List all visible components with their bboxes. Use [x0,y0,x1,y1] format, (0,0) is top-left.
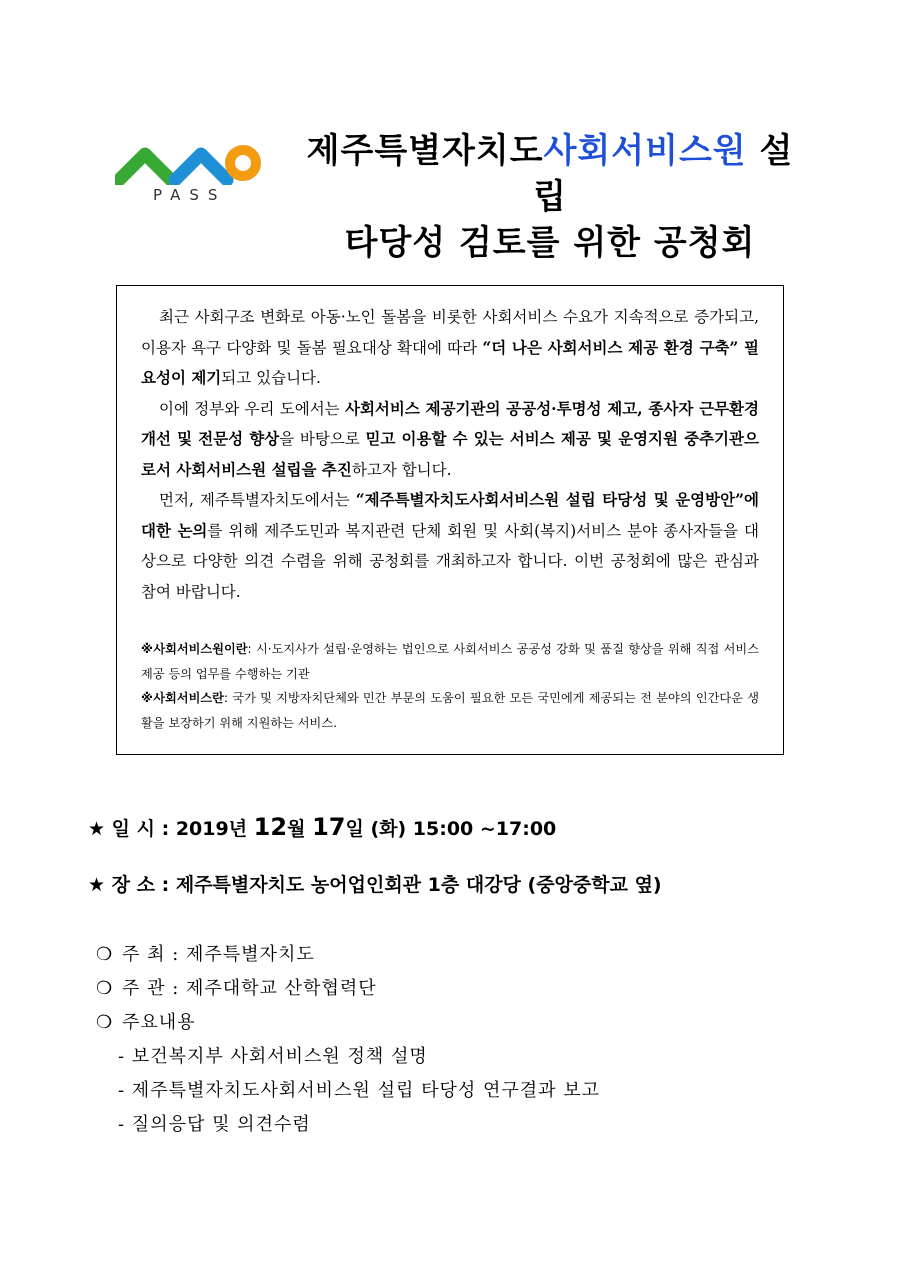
place-row: ★ 장 소 : 제주특별자치도 농어업인회관 1층 대강당 (중앙중학교 옆) [88,874,662,896]
note-social-service: ※사회서비스란: 국가 및 지방자치단체와 민간 부문의 도움이 필요한 모든 국민에게 제공되는 전 분야의 인간다운 생활을 보장하기 위해 지원하는 서비스. [141,691,759,730]
list-item: - 보건복지부 사회서비스원 정책 설명 [118,1046,428,1067]
intro-paragraph-1: 최근 사회구조 변화로 아동·노인 돌봄을 비롯한 사회서비스 수요가 지속적으로 증가되고, 이용자 욕구 다양화 및 돌봄 필요대상 확대에 따라 “더 나은 사회서비스 제공 환경 구축” 필요성이 제기되고 있습니다. [141,308,759,387]
title-line-1: 제주특별자치도사회서비스원 설립 [306,131,794,217]
organizer-item: ❍ 주 관 : 제주대학교 산학협력단 [96,972,600,1006]
host-item: ❍ 주 최 : 제주특별자치도 [96,938,600,972]
bullet-circle-icon: ❍ [96,978,114,999]
title-line-2: 타당성 검토를 위한 공청회 [344,223,756,263]
page-title [295,128,805,266]
bullet-circle-icon: ❍ [96,1012,114,1033]
bullet-circle-icon: ❍ [96,944,114,965]
intro-paragraph-2: 이에 정부와 우리 도에서는 사회서비스 제공기관의 공공성·투명성 제고, 종사자 근무환경 개선 및 전문성 향상을 바탕으로 믿고 이용할 수 있는 서비스 제공 및 운영지원 중추기관으로서 사회서비스원 설립을 추진하고자 합니다. [141,398,759,479]
list-item: - 제주특별자치도사회서비스원 설립 타당성 연구결과 보고 [118,1080,600,1101]
date-row: ★ 일 시 : 2019년 12월 17일 (화) 15:00 ~17:00 [88,813,557,841]
intro-paragraph-3: 먼저, 제주특별자치도에서는 “제주특별자치도사회서비스원 설립 타당성 및 운영방안”에 대한 논의를 위해 제주도민과 복지관련 단체 회원 및 사회(복지)서비스 분야 종사자들을 대상으로 다양한 의견 수렴을 위해 공청회를 개최하고자 합니다. 이번 공청회에 많은 관심과 참여 바랍니다. [141,490,759,601]
definition-notes [141,637,759,735]
logo-mark-icon [115,140,265,185]
details-list [96,938,600,1142]
pass-logo [115,140,265,205]
list-item: - 질의응답 및 의견수렴 [118,1114,311,1135]
intro-box [116,285,784,755]
contents-item: ❍ 주요내용 [96,1006,600,1040]
title-accent: 사회서비스원 [543,131,747,171]
logo-text: PASS [153,186,227,204]
note-social-service-institute: ※사회서비스원이란: 시·도지사가 설립·운영하는 법인으로 사회서비스 공공성 강화 및 품질 향상을 위해 직접 서비스 제공 등의 업무를 수행하는 기관 [141,642,759,681]
